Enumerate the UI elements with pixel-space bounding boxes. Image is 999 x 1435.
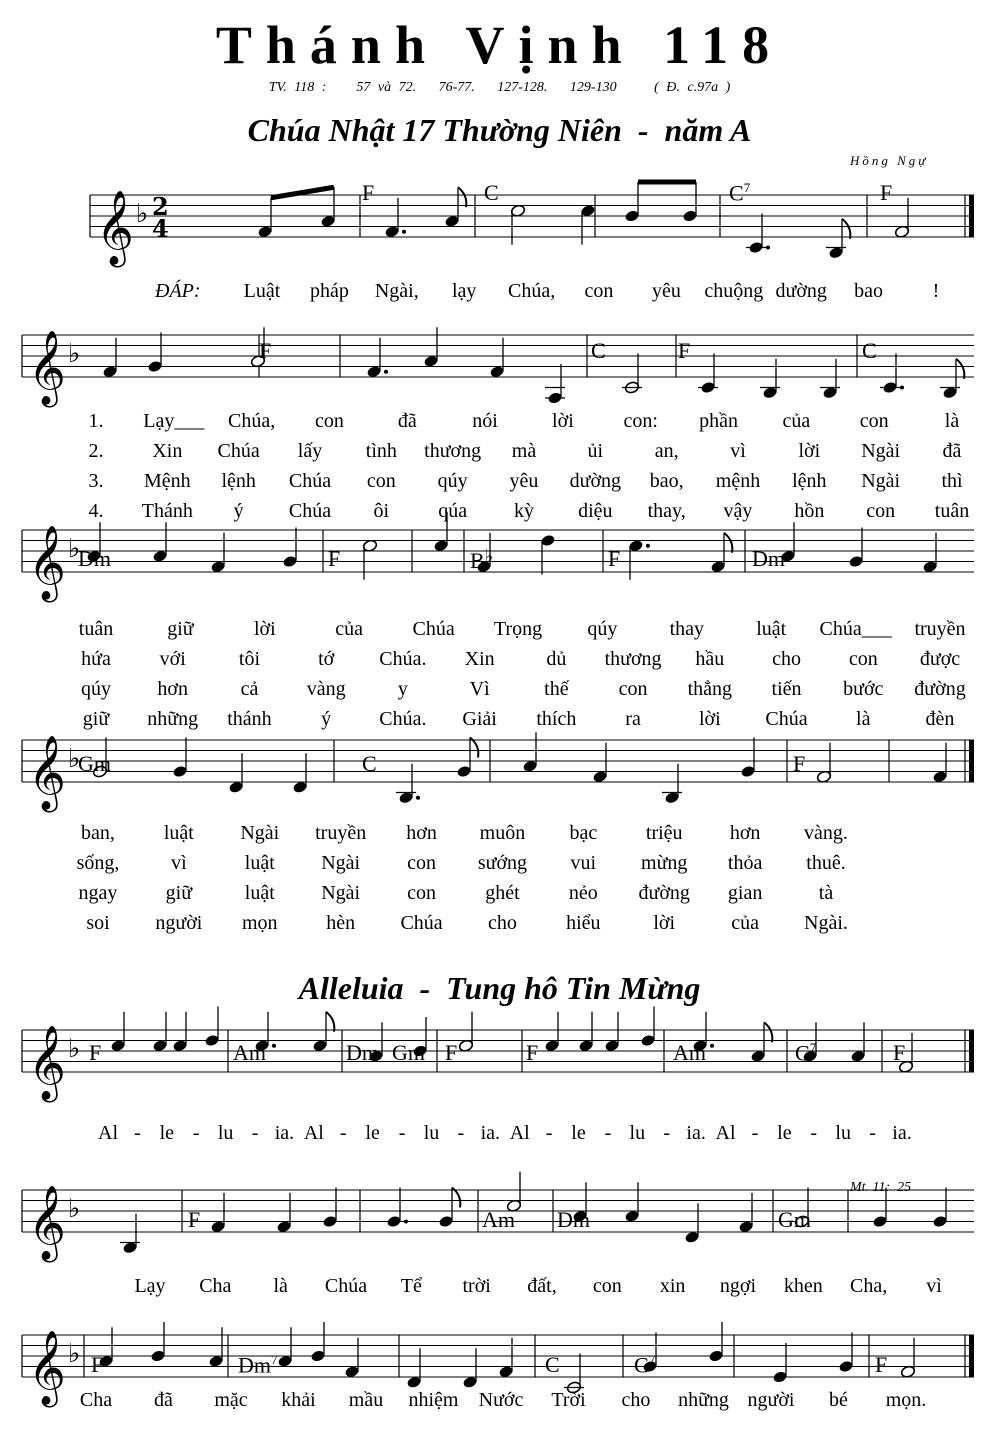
lyric-word: Trọng — [493, 618, 543, 640]
lyric-word: ý — [233, 500, 244, 522]
lyric-word: thì — [941, 470, 963, 492]
chord-symbol: F — [793, 751, 806, 776]
treble-clef-icon: 𝄞 — [96, 191, 134, 265]
lyric-word: Ngài — [321, 852, 361, 874]
lyric-line — [0, 678, 999, 708]
chord-symbol: F — [91, 1352, 104, 1377]
lyric-word: ia. — [480, 1122, 500, 1144]
lyric-word: khen — [783, 1275, 823, 1297]
lyric-word: - — [339, 1122, 347, 1144]
lyric-word: Mệnh — [143, 470, 191, 492]
treble-clef-icon: 𝄞 — [28, 1026, 66, 1100]
lyric-word: lu — [835, 1122, 851, 1144]
lyric-word: hèn — [326, 912, 356, 934]
key-flat-icon: ♭ — [68, 1194, 81, 1224]
note-dot — [272, 1044, 276, 1048]
lyric-word: - — [663, 1122, 671, 1144]
lyric-word: nẻo — [568, 882, 598, 904]
lyric-word: diệu — [578, 500, 613, 522]
chord-symbol: C — [484, 180, 499, 205]
lyric-word: yêu — [509, 470, 539, 492]
lyric-word: Trời — [551, 1389, 586, 1411]
lyric-word: ý — [321, 708, 332, 730]
lyric-word: tôi — [238, 648, 261, 670]
lyric-word: giữ — [167, 618, 194, 640]
chord-symbol: Gm — [778, 1207, 811, 1232]
treble-clef-icon: 𝄞 — [28, 331, 66, 405]
chord-symbol: C — [362, 751, 377, 776]
note-flag — [724, 533, 732, 553]
lyric-word: ngợi — [719, 1275, 757, 1297]
lyric-word: Cha — [199, 1275, 232, 1297]
lyric-word: Cha — [79, 1389, 113, 1411]
lyric-word: Chúa — [400, 912, 443, 934]
lyric-line — [0, 500, 999, 530]
lyric-word: với — [159, 648, 186, 670]
lyric-word: Ngài. — [804, 912, 848, 934]
note-dot — [710, 1044, 714, 1048]
lyric-word: le — [777, 1122, 792, 1144]
lyric-word: Al — [303, 1122, 324, 1144]
lyric-word: - — [192, 1122, 200, 1144]
lyric-word: truyền — [315, 822, 367, 844]
lyric-word: con — [407, 852, 436, 874]
lyric-word: lời — [552, 410, 574, 432]
chord-symbol: F — [89, 1040, 102, 1065]
lyric-word: hơn — [406, 822, 437, 844]
lyric-word: đã — [154, 1389, 173, 1411]
lyric-word: mầu — [348, 1389, 384, 1411]
lyric-word: Al — [98, 1122, 118, 1144]
lyric-word: qúy — [587, 618, 618, 640]
lyric-word: thay — [669, 618, 705, 640]
lyric-word: dủ — [546, 648, 567, 670]
lyric-word: con — [592, 1275, 622, 1297]
lyric-word: những — [678, 1389, 729, 1411]
lyric-word: 2. — [88, 440, 104, 462]
lyric-word: ôi — [373, 500, 390, 522]
lyric-word: người — [155, 912, 203, 934]
note-dot — [416, 796, 420, 800]
chord-symbol: F — [188, 1207, 201, 1232]
key-flat-icon: ♭ — [68, 744, 81, 774]
lyric-word: ra — [625, 708, 641, 730]
lyric-word: Luật — [243, 280, 281, 302]
lyric-word: bao, — [649, 470, 684, 492]
lyric-word: giữ — [82, 708, 110, 730]
lyric-word: ia. — [274, 1122, 295, 1144]
lyric-word: le — [365, 1122, 380, 1144]
lyric-word: bao — [854, 280, 884, 302]
lyric-word: pháp — [309, 280, 349, 302]
lyric-word: lu — [629, 1122, 646, 1144]
lyric-word: những — [147, 708, 199, 730]
lyric-word: bạc — [569, 822, 598, 844]
lyric-word: dường — [775, 280, 827, 302]
note-flag — [458, 187, 466, 207]
lyric-word: y — [397, 678, 408, 700]
lyric-word: được — [919, 648, 961, 670]
lyric-word: là — [944, 410, 960, 432]
lyric-word: ia. — [892, 1122, 912, 1144]
lyric-word: thế — [544, 678, 569, 700]
lyric-word: yêu — [651, 280, 681, 302]
lyric-word: lệnh — [792, 470, 827, 492]
time-signature-top: 2 — [152, 192, 169, 221]
lyric-word: nói — [472, 410, 498, 432]
chord-symbol: F — [362, 180, 375, 205]
lyric-word: đã — [942, 440, 962, 462]
lyric-word: Nước — [478, 1389, 524, 1411]
lyric-word: - — [457, 1122, 465, 1144]
lyric-word: mặc — [214, 1389, 248, 1411]
lyric-word: le — [571, 1122, 586, 1144]
note-dot — [402, 230, 406, 234]
lyric-line — [0, 280, 999, 310]
chord-symbol: F — [893, 1040, 906, 1065]
lyric-word: chuộng — [704, 280, 764, 302]
lyric-word: Thánh — [141, 500, 193, 522]
lyric-word: thánh — [227, 708, 272, 730]
lyric-word: sống, — [76, 852, 120, 874]
lyric-word: sướng — [477, 852, 528, 874]
lyric-word: là — [273, 1275, 288, 1297]
lyric-word: lệnh — [221, 470, 256, 492]
lyric-word: Chúa — [217, 440, 260, 462]
lyric-word: Vì — [469, 678, 490, 700]
lyric-word: Al — [509, 1122, 530, 1144]
lyric-word: lạy — [451, 280, 477, 302]
time-signature-bottom: 4 — [152, 214, 169, 243]
lyric-word: luật — [244, 852, 275, 874]
lyric-word: con — [366, 470, 396, 492]
chord-symbol: F — [608, 546, 621, 571]
lyric-word: Chúa — [765, 708, 808, 730]
lyric-word: 3. — [88, 470, 104, 492]
lyric-word: luật — [756, 618, 787, 640]
lyric-word: mệnh — [715, 470, 761, 492]
lyric-word: mà — [511, 440, 537, 462]
lyric-word: đã — [397, 410, 417, 432]
lyric-word: Al — [715, 1122, 736, 1144]
chord-symbol: Dm — [752, 546, 785, 571]
lyric-word: hồn — [794, 500, 825, 522]
lyric-word: le — [159, 1122, 175, 1144]
note-dot — [766, 246, 770, 250]
lyric-word: con — [866, 500, 896, 522]
lyric-word: đất, — [527, 1275, 557, 1297]
lyric-word: tớ — [318, 648, 335, 670]
lyric-word: thương — [604, 648, 662, 670]
lyric-word: tiến — [771, 678, 802, 700]
lyric-word: vì — [171, 852, 187, 874]
lyric-word: bé — [829, 1389, 848, 1411]
lyric-word: lời — [253, 618, 276, 640]
lyric-word: tình — [365, 440, 397, 462]
lyric-word: con — [584, 280, 614, 302]
lyric-word: đèn — [925, 708, 955, 730]
lyric-word: lu — [217, 1122, 234, 1144]
chord-symbol: F — [445, 1040, 458, 1065]
final-barline — [969, 1335, 974, 1377]
final-barline — [969, 195, 974, 237]
lyric-word: - — [398, 1122, 406, 1144]
chord-symbol: Dm$^7$ — [238, 1352, 278, 1378]
gospel-reference: Mt. 11: 25 — [850, 1180, 912, 1195]
note-dot — [404, 1220, 408, 1224]
note-dot — [900, 386, 904, 390]
lyric-word: tà — [818, 882, 834, 904]
lyric-word: là — [856, 708, 871, 730]
lyric-line — [0, 1122, 999, 1152]
chord-symbol: F — [526, 1040, 539, 1065]
lyric-word: thay, — [647, 500, 686, 522]
lyric-word: lời — [798, 440, 821, 462]
lyric-word: Chúa — [412, 618, 455, 640]
lyric-word: truyền — [914, 618, 966, 640]
lyric-word: vàng — [306, 678, 346, 700]
lyric-word: thuê. — [806, 852, 846, 874]
lyric-word: Tể — [400, 1275, 422, 1297]
lyric-word: - — [810, 1122, 818, 1144]
lyric-word: ngay — [78, 882, 118, 904]
lyric-word: Ngài, — [374, 280, 419, 302]
lyric-word: hiểu — [566, 912, 601, 934]
lyric-word: cả — [240, 678, 259, 700]
treble-clef-icon: 𝄞 — [28, 736, 66, 810]
lyric-word: mừng — [641, 852, 688, 874]
lyric-word: vì — [926, 1275, 942, 1297]
lyric-word: Chúa — [288, 470, 332, 492]
lyric-word: Chúa — [324, 1275, 368, 1297]
lyric-word: ia. — [686, 1122, 706, 1144]
lyric-word: Lạy___ — [143, 410, 205, 432]
lyric-word: Ngài — [240, 822, 280, 844]
lyric-line — [0, 882, 999, 912]
alleluia-heading: Alleluia - Tung hô Tin Mừng — [298, 970, 701, 1006]
chord-symbol: $C^7$ — [795, 1040, 817, 1066]
lyric-word: - — [545, 1122, 553, 1144]
lyric-word: muôn — [479, 822, 526, 844]
lyric-word: hơn — [157, 678, 189, 700]
lyric-word: Xin — [464, 648, 495, 670]
key-flat-icon: ♭ — [68, 534, 81, 564]
lyric-word: qúy — [81, 678, 111, 700]
lyric-word: giữ — [165, 882, 193, 904]
chord-symbol: Am — [482, 1207, 515, 1232]
lyric-word: con — [859, 410, 889, 432]
lyric-word: con: — [623, 410, 658, 432]
chord-symbol: C — [545, 1352, 560, 1377]
composer-name: Hồng Ngự — [850, 153, 929, 168]
lyric-word: cho — [621, 1389, 651, 1411]
lyric-word: trời — [462, 1275, 491, 1297]
lyric-word: Chúa — [288, 500, 332, 522]
lyric-word: hơn — [729, 822, 761, 844]
lyric-line — [0, 852, 999, 882]
lyric-word: thương — [424, 440, 482, 462]
lyric-word: ghét — [485, 882, 520, 904]
lyric-word: người — [747, 1389, 795, 1411]
lyric-word: con — [618, 678, 648, 700]
note-flag — [842, 219, 850, 239]
lyric-word: - — [751, 1122, 759, 1144]
chord-symbol: F — [880, 180, 893, 205]
treble-clef-icon: 𝄞 — [28, 1186, 66, 1260]
chord-symbol: F — [678, 338, 691, 363]
lyric-word: khải — [281, 1389, 316, 1411]
note-flag — [764, 1022, 772, 1042]
treble-clef-icon: 𝄞 — [28, 526, 66, 600]
lyric-line — [0, 618, 999, 648]
lyric-word: Chúa, — [228, 410, 276, 432]
lyric-word: lời — [698, 708, 721, 730]
lyric-line — [0, 1275, 999, 1305]
lyric-word: lấy — [297, 440, 323, 462]
lyric-word: đường — [638, 882, 690, 904]
lyric-word: của — [335, 618, 364, 640]
lyric-word: phần — [699, 410, 738, 432]
lyric-word: triệu — [645, 822, 683, 844]
chord-symbol: F — [328, 546, 341, 571]
lyric-word: qúy — [437, 470, 468, 492]
lyric-word: xin — [659, 1275, 686, 1297]
lyric-word: lời — [653, 912, 676, 934]
chord-symbol: Dm — [346, 1040, 379, 1065]
chord-symbol: Gm — [392, 1040, 425, 1065]
lyric-word: Chúa___ — [819, 618, 892, 640]
lyric-word: - — [604, 1122, 612, 1144]
lyric-line — [0, 470, 999, 500]
lyric-word: soi — [86, 912, 110, 934]
lyric-word: con — [315, 410, 344, 432]
lyric-word: Chúa. — [379, 648, 427, 670]
final-barline — [969, 1030, 974, 1072]
chord-symbol: Gm — [78, 751, 111, 776]
lyric-word: 4. — [88, 500, 104, 522]
lyric-word: kỳ — [514, 500, 534, 522]
lyric-word: vui — [570, 852, 597, 874]
occasion-heading: Chúa Nhật 17 Thường Niên - năm A — [247, 112, 752, 148]
lyric-word: thẳng — [687, 678, 733, 700]
chord-symbol: B♭ — [470, 546, 494, 573]
lyric-word: qúa — [438, 500, 468, 522]
lyric-word: gian — [727, 882, 763, 904]
chord-symbol: C — [591, 338, 606, 363]
lyric-word: Xin — [152, 440, 183, 462]
chord-symbol: C — [862, 338, 877, 363]
lyric-word: hầu — [695, 648, 725, 670]
lyric-word: mọn. — [885, 1389, 927, 1411]
lyric-word: hứa — [81, 648, 111, 670]
lyric-word: lu — [423, 1122, 440, 1144]
chord-symbol: Am — [233, 1040, 266, 1065]
lyric-line — [0, 708, 999, 738]
note-dot — [384, 370, 388, 374]
psalm-reference: TV. 118 : 57 và 72. 76-77. 127-128. 129-130 ( Đ. c.97a ) — [268, 80, 731, 95]
note-beam — [271, 187, 334, 198]
lyric-word: của — [731, 912, 759, 934]
key-flat-icon: ♭ — [68, 1034, 81, 1064]
lyric-word: Cha, — [850, 1275, 888, 1297]
chord-symbol: F — [259, 338, 272, 363]
chord-symbol: $C^7$ — [634, 1352, 656, 1378]
lyric-word: thỏa — [727, 852, 763, 874]
chord-symbol: F — [875, 1352, 888, 1377]
lyric-word: Lạy — [134, 1275, 166, 1297]
note-dot — [646, 544, 650, 548]
key-flat-icon: ♭ — [68, 339, 81, 369]
note-flag — [956, 359, 964, 379]
lyric-word: Ngài — [861, 470, 901, 492]
refrain-label: ĐÁP: — [155, 280, 201, 302]
lyric-line — [0, 1389, 999, 1419]
lyric-word: đường — [914, 678, 966, 700]
lyric-line — [0, 440, 999, 470]
lyric-word: vì — [730, 440, 746, 462]
lyric-word: Giải — [462, 708, 497, 730]
lyric-line — [0, 410, 999, 440]
lyric-word: bước — [843, 678, 884, 700]
chord-symbol: Dm — [557, 1207, 590, 1232]
lyric-line — [0, 648, 999, 678]
lyric-line — [0, 912, 999, 942]
key-flat-icon: ♭ — [68, 1339, 81, 1369]
treble-clef-icon: 𝄞 — [28, 1331, 66, 1405]
lyric-word: 1. — [88, 410, 104, 432]
lyric-line — [0, 822, 999, 852]
lyric-word: Ngài — [321, 882, 361, 904]
key-flat-icon: ♭ — [136, 199, 149, 229]
note-flag — [326, 1012, 334, 1032]
lyric-word: con — [848, 648, 878, 670]
lyric-word: an, — [654, 440, 679, 462]
lyric-word: cho — [772, 648, 801, 670]
lyric-word: - — [134, 1122, 141, 1144]
lyric-word: Chúa, — [507, 280, 556, 302]
chord-symbol: Am — [673, 1040, 706, 1065]
lyric-word: cho — [487, 912, 517, 934]
lyric-word: - — [869, 1122, 876, 1144]
lyric-word: mọn — [241, 912, 278, 934]
lyric-word: tuân — [78, 618, 114, 640]
page-title: Thánh Vịnh 118 — [215, 15, 784, 75]
lyric-word: luật — [244, 882, 275, 904]
lyric-word: - — [251, 1122, 259, 1144]
lyric-word: thích — [536, 708, 577, 730]
lyric-word: nhiệm — [408, 1389, 459, 1411]
lyric-word: con — [407, 882, 436, 904]
chord-symbol: Dm — [78, 546, 111, 571]
lyric-word: ! — [932, 280, 940, 302]
lyric-word: của — [782, 410, 811, 432]
lyric-word: luật — [163, 822, 194, 844]
lyric-word: vàng. — [804, 822, 848, 844]
lyric-word: vậy — [723, 500, 753, 522]
lyric-word: ban, — [81, 822, 115, 844]
lyric-word: dường — [569, 470, 622, 492]
lyric-word: ủi — [587, 440, 604, 462]
lyric-word: Chúa. — [379, 708, 427, 730]
final-barline — [969, 740, 974, 782]
lyric-word: Ngài — [861, 440, 901, 462]
chord-symbol: $C^7$ — [729, 180, 751, 206]
lyric-word: tuân — [934, 500, 970, 522]
